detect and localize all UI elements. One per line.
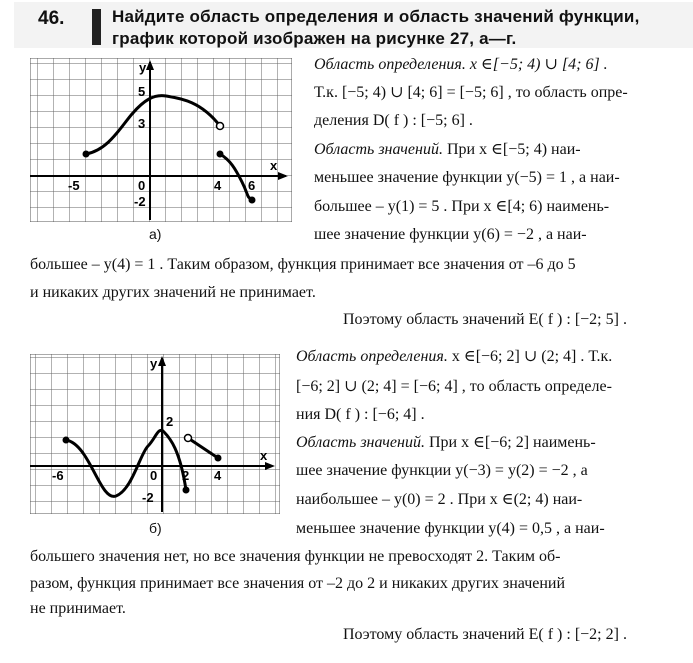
part-b-line-4: Область значений. При x ∈[−6; 2] наимень- [296, 434, 596, 451]
part-b-line-1: Область определения. x ∈[−6; 2] ∪ (2; 4] . Т.к. [296, 348, 613, 365]
part-b-line-9: разом, функция принимает все значения от –2 до 2 и никаких других значений [30, 575, 566, 592]
graph-b-point-end [215, 455, 222, 462]
task-title-line-1: Найдите область определения и область значений функции, [112, 7, 640, 26]
part-b-conclusion: Поэтому область значений E( f ) : [−2; 2] . [343, 626, 627, 643]
part-b-line-3: ния D( f ) : [−6; 4] . [296, 406, 425, 423]
graph-a-tick-3: 3 [138, 116, 146, 131]
graph-a-point-end [249, 197, 256, 204]
task-title-line-2: график которой изображен на рисунке 27, а—г. [112, 29, 517, 48]
part-a-line-7: шее значение функции y(6) = −2 , а наи- [314, 226, 587, 243]
task-number: 46. [38, 8, 65, 29]
graph-a-caption: а) [149, 226, 162, 242]
graph-b-tick-4: 4 [214, 468, 222, 483]
part-a-line-4: Область значений. При x ∈[−5; 4) наи- [314, 141, 581, 158]
graph-b-point-start [63, 437, 70, 444]
graph-a-tick-4: 4 [214, 178, 222, 193]
part-a-line-5: меньшее значение функции y(−5) = 1 , а наи- [314, 169, 620, 186]
graph-a-tick-m5: -5 [68, 178, 80, 193]
graph-b-caption: б) [149, 520, 162, 536]
task-header [14, 2, 693, 48]
graph-b [30, 354, 280, 514]
part-b-line-7: меньшее значение функции y(4) = 0,5 , а наи- [296, 520, 605, 537]
graph-b-tick-2x: 2 [182, 468, 190, 483]
graph-b-tick-2: 2 [166, 414, 174, 429]
graph-b-label-x: x [260, 448, 268, 463]
part-a-line-6: большее – y(1) = 5 . При x ∈[4; 6) наимень- [314, 198, 610, 215]
task-title [112, 6, 640, 50]
graph-b-tick-0: 0 [150, 468, 158, 483]
graph-a-tick-5: 5 [138, 84, 146, 99]
graph-b-tick-m6: -6 [52, 468, 64, 483]
part-a-line-9: и никаких других значений не принимает. [30, 284, 316, 301]
graph-a-tick-0: 0 [138, 178, 146, 193]
part-a-line-1: Область определения. x ∈[−5; 4) ∪ [4; 6] . [314, 56, 608, 73]
part-a-conclusion: Поэтому область значений E( f ) : [−2; 5] . [343, 311, 627, 328]
part-a-line-2: Т.к. [−5; 4) ∪ [4; 6] = [−5; 6] , то область опре- [314, 84, 628, 101]
part-b-line-2: [−6; 2] ∪ (2; 4] = [−6; 4] , то область определе- [296, 378, 612, 395]
part-a-line-3: деления D( f ) : [−5; 6] . [314, 112, 473, 129]
part-b-line-5: шее значение функции y(−3) = y(2) = −2 , а [296, 462, 588, 479]
graph-a-tick-m2: -2 [134, 194, 146, 209]
graph-a [30, 58, 292, 222]
graph-a-label-y: y [139, 60, 147, 75]
part-b-line-6: наибольшее – y(0) = 2 . При x ∈(2; 4) наи- [296, 491, 583, 508]
task-marker-bar [92, 9, 101, 45]
graph-b-point-2 [183, 487, 190, 494]
graph-b-label-y: y [150, 356, 158, 371]
graph-a-tick-6: 6 [248, 178, 256, 193]
part-a-line-8: большее – y(4) = 1 . Таким образом, функция принимает все значения от –6 до 5 [30, 256, 576, 273]
graph-a-point-open [217, 123, 224, 130]
part-b-line-10: не принимает. [30, 600, 126, 617]
graph-b-point-open [185, 435, 192, 442]
part-b-line-8: большего значения нет, но все значения функции не превосходят 2. Таким об- [30, 548, 561, 565]
graph-b-tick-m2: -2 [142, 490, 154, 505]
graph-a-point-4 [217, 151, 224, 158]
graph-a-label-x: x [270, 158, 278, 173]
graph-a-point-start [83, 151, 90, 158]
